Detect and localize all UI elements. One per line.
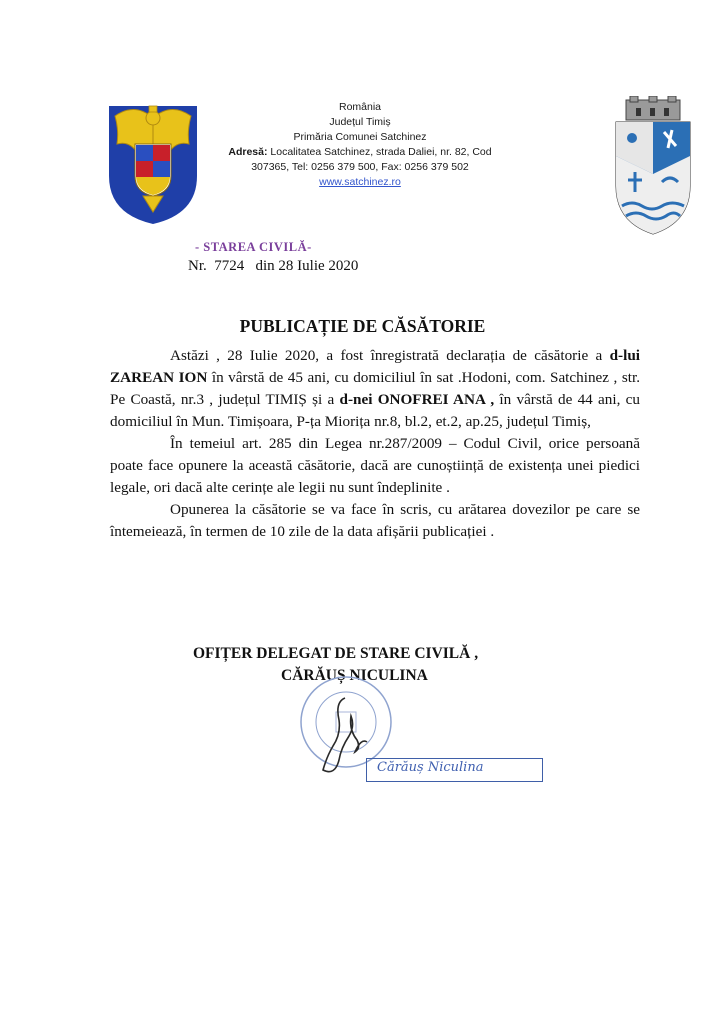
document-title: PUBLICAȚIE DE CĂSĂTORIE	[239, 316, 486, 336]
institution-header	[200, 100, 520, 190]
bride-name: d-nei ONOFREI ANA ,	[339, 391, 495, 408]
header-address-line1	[200, 145, 520, 160]
declaration-intro: Astăzi , 28 Iulie 2020, a fost înregistrată declarația de căsătorie a	[170, 347, 610, 364]
bride-details: în vârstă de 44 ani, cu domiciliul în Mun. Timișoara, P-ța Miorița nr.8, bl.2, et.2, ap.25, județul Timiș,	[110, 391, 640, 430]
address-text-1: Localitatea Satchinez, strada Daliei, nr. 82, Cod	[267, 146, 492, 158]
header-town-hall: Primăria Comunei Satchinez	[293, 131, 427, 143]
nr-label: Nr.	[188, 258, 207, 274]
paragraph-declaration	[110, 345, 640, 433]
romania-coat-of-arms	[105, 96, 201, 226]
officer-title: OFIȚER DELEGAT DE STARE CIVILĂ ,	[193, 645, 479, 662]
header-country: România	[338, 101, 382, 113]
registration-number	[188, 258, 358, 275]
groom-details: în vârstă de 45 ani, cu domiciliul în sat .Hodoni, com. Satchinez , str. Pe Coastă, nr.3 , județul TIMIȘ și a	[110, 369, 641, 408]
date-label: din	[255, 258, 275, 274]
document-body	[110, 345, 640, 543]
paragraph-opposition: Opunerea la căsătorie se va face în scris, cu arătarea dovezilor pe care se întemeiează, în termen de 10 zile de la data afișării publicației .	[110, 501, 640, 540]
date-value: 28 Iulie 2020	[278, 258, 359, 274]
header-address-line2: 307365, Tel: 0256 379 500, Fax: 0256 379 502	[251, 161, 469, 173]
groom-name: d-lui ZAREAN ION	[110, 347, 640, 386]
satchinez-coat-of-arms	[612, 96, 694, 236]
officer-name: CĂRĂUȘ NICULINA	[281, 667, 428, 684]
name-stamp	[366, 758, 543, 782]
address-label: Adresă:	[228, 146, 268, 158]
nr-value: 7724	[214, 258, 245, 274]
department-label: - STAREA CIVILĂ-	[195, 240, 312, 254]
header-county: Județul Timiș	[329, 116, 391, 128]
signature	[305, 690, 375, 780]
name-stamp-signature: Cărăuș Niculina	[377, 760, 484, 775]
website-link[interactable]: www.satchinez.ro	[319, 176, 401, 188]
paragraph-legal-basis: În temeiul art. 285 din Legea nr.287/2009 – Codul Civil, orice persoană poate face opunere la această căsătorie, dacă are cunoștiință de existența unei piedici legale, ori dacă alte cerințe ale legii nu sunt îndeplinite .	[110, 435, 640, 496]
